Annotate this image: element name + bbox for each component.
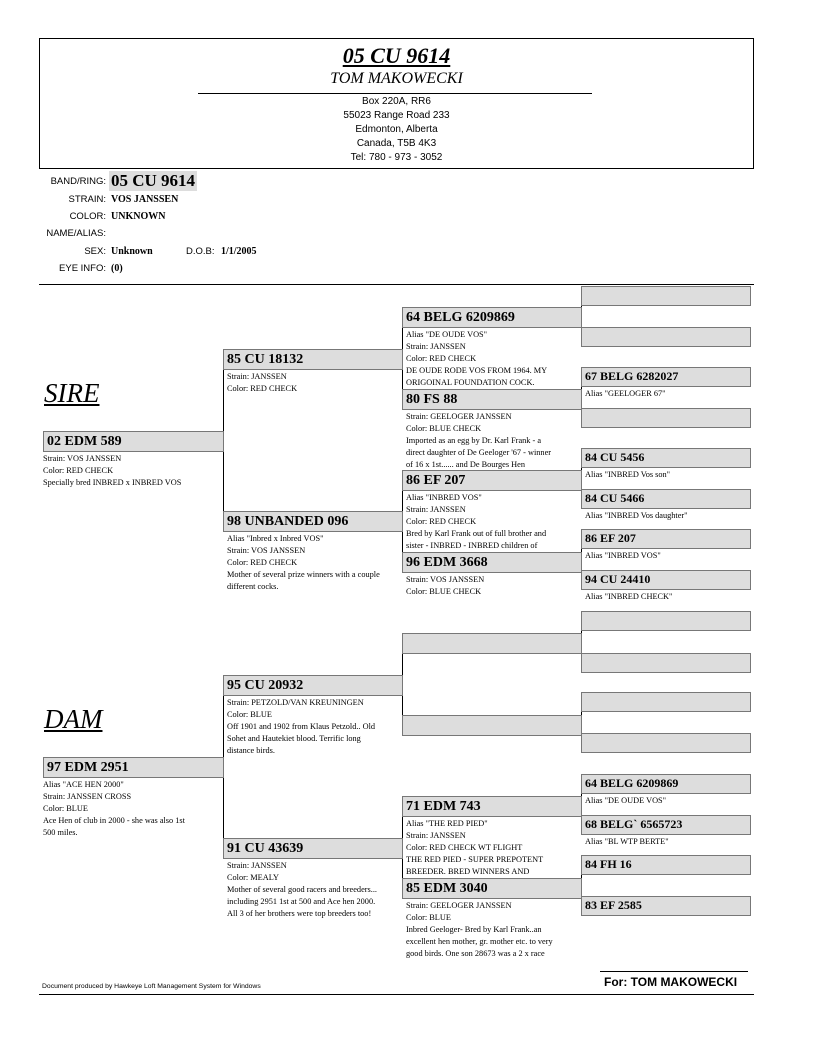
g4-band-empty xyxy=(581,653,751,673)
info-line: Strain: JANSSEN xyxy=(406,505,466,514)
info-line: Alias "INBRED Vos daughter" xyxy=(585,511,688,520)
dam-info xyxy=(43,779,224,839)
address-line: Edmonton, Alberta xyxy=(355,124,438,135)
info-line: Strain: VOS JANSSEN xyxy=(227,546,306,555)
ssd-sire-info xyxy=(585,388,751,400)
dds-sire-band: 64 BELG 6209869 xyxy=(581,774,751,794)
info-line: Off 1901 and 1902 from Klaus Petzold.. Old xyxy=(227,722,376,731)
info-line: Imported as an egg by Dr. Karl Frank - a xyxy=(406,436,542,445)
eye-info-value: (0) xyxy=(111,263,123,274)
address-line: Canada, T5B 4K3 xyxy=(356,138,437,149)
dam-sire-info xyxy=(227,697,403,757)
info-line: Strain: JANSSEN xyxy=(406,342,466,351)
info-line: Specially bred INBRED x INBRED VOS xyxy=(43,478,182,487)
info-line: good birds. One son 28673 was a 2 x race xyxy=(406,949,545,958)
dam-dam-band: 91 CU 43639 xyxy=(223,838,403,859)
info-line: Strain: JANSSEN CROSS xyxy=(43,792,132,801)
info-line: sister - INBRED - INBRED children of xyxy=(406,541,538,550)
sds-dam-band: 84 CU 5466 xyxy=(581,489,751,509)
address-line: Box 220A, RR6 xyxy=(362,96,431,107)
info-line: Alias "DE OUDE VOS" xyxy=(406,330,488,339)
info-line: including 2951 1st at 500 and Ace hen 2000. xyxy=(227,897,376,906)
sdd-dam-info xyxy=(585,591,751,603)
dam-dam-info xyxy=(227,860,403,920)
info-line: excellent hen mother, gr. mother etc. to very xyxy=(406,937,553,946)
info-line: Mother of several prize winners with a couple xyxy=(227,570,380,579)
band-value: 05 CU 9614 xyxy=(111,171,196,190)
address-line: 55023 Range Road 233 xyxy=(343,110,450,121)
info-line: Strain: GEELOGER JANSSEN xyxy=(406,901,512,910)
g4-band-empty xyxy=(581,692,751,712)
sdd-band: 96 EDM 3668 xyxy=(402,552,582,573)
info-line: Strain: JANSSEN xyxy=(227,861,287,870)
info-line: BREEDER. BRED WINNERS AND xyxy=(406,867,530,876)
dds-dam-band: 68 BELG` 6565723 xyxy=(581,815,751,835)
info-line: Strain: VOS JANSSEN xyxy=(43,454,122,463)
ddd-dam-band: 83 EF 2585 xyxy=(581,896,751,916)
sire-dam-info xyxy=(227,533,403,593)
dob-label: D.O.B: xyxy=(186,246,215,257)
sire-sire-info xyxy=(227,371,403,395)
ssd-info xyxy=(406,411,582,471)
info-line: Ace Hen of club in 2000 - she was also 1st xyxy=(43,816,185,825)
info-line: DE OUDE RODE VOS FROM 1964. MY xyxy=(406,366,548,375)
dam-heading: DAM xyxy=(44,704,103,734)
dam-sire-band: 95 CU 20932 xyxy=(223,675,403,696)
info-line: ORIGOINAL FOUNDATION COCK. xyxy=(406,378,535,387)
sex-label: SEX: xyxy=(84,246,106,257)
info-line: 500 miles. xyxy=(43,828,78,837)
info-line: Strain: VOS JANSSEN xyxy=(406,575,485,584)
sdd-sire-info xyxy=(585,550,751,562)
section-divider xyxy=(39,284,754,285)
sire-heading: SIRE xyxy=(44,378,100,408)
ssd-band: 80 FS 88 xyxy=(402,389,582,410)
sdd-info xyxy=(406,574,582,598)
g4-band-empty xyxy=(581,733,751,753)
info-line: Color: MEALY xyxy=(227,873,279,882)
info-line: distance birds. xyxy=(227,746,275,755)
sss-band: 64 BELG 6209869 xyxy=(402,307,582,328)
footer-divider xyxy=(39,994,754,995)
g4-band-empty xyxy=(581,286,751,306)
address-line: Tel: 780 - 973 - 3052 xyxy=(350,152,443,163)
sds-sire-info xyxy=(585,469,751,481)
sire-band: 02 EDM 589 xyxy=(43,431,224,452)
info-line: different cocks. xyxy=(227,582,279,591)
signature-line xyxy=(600,971,748,972)
header-owner-name: TOM MAKOWECKI xyxy=(330,70,463,87)
color-value: UNKNOWN xyxy=(111,211,166,222)
header-box xyxy=(39,38,754,169)
dss-band-empty xyxy=(402,633,582,654)
dds-band: 71 EDM 743 xyxy=(402,796,582,817)
ddd-sire-band: 84 FH 16 xyxy=(581,855,751,875)
info-line: Alias "DE OUDE VOS" xyxy=(585,796,667,805)
info-line: All 3 of her brothers were top breeders too! xyxy=(227,909,372,918)
band-label: BAND/RING: xyxy=(50,176,106,187)
info-line: Color: BLUE xyxy=(227,710,272,719)
color-label: COLOR: xyxy=(69,211,106,222)
sex-value: Unknown xyxy=(111,246,153,257)
info-line: Mother of several good racers and breeders... xyxy=(227,885,377,894)
footer-for-owner: For: TOM MAKOWECKI xyxy=(604,975,738,989)
sire-sire-band: 85 CU 18132 xyxy=(223,349,403,370)
eye-info-label: EYE INFO: xyxy=(59,263,106,274)
dds-info xyxy=(406,818,582,878)
info-line: Alias "Inbred x Inbred VOS" xyxy=(227,534,324,543)
info-line: Strain: JANSSEN xyxy=(406,831,466,840)
sire-info xyxy=(43,453,224,489)
footer-produced-by: Document produced by Hawkeye Loft Management System for Windows xyxy=(42,983,261,990)
info-line: Alias "THE RED PIED" xyxy=(406,819,488,828)
sds-info xyxy=(406,492,582,552)
g4-band-empty xyxy=(581,327,751,347)
ddd-info xyxy=(406,900,582,960)
strain-label: STRAIN: xyxy=(68,194,106,205)
ddd-band: 85 EDM 3040 xyxy=(402,878,582,899)
sss-info xyxy=(406,329,582,389)
g4-band-empty xyxy=(581,408,751,428)
info-line: Strain: PETZOLD/VAN KREUNINGEN xyxy=(227,698,364,707)
info-line: Color: RED CHECK xyxy=(406,517,477,526)
header-divider xyxy=(198,93,592,94)
info-line: Strain: GEELOGER JANSSEN xyxy=(406,412,512,421)
info-line: Color: RED CHECK xyxy=(227,558,298,567)
info-line: Sohet and Hautekiet blood. Terrific long xyxy=(227,734,361,743)
info-line: Alias "GEELOGER 67" xyxy=(585,389,666,398)
info-line: Color: RED CHECK WT FLIGHT xyxy=(406,843,523,852)
sdd-dam-band: 94 CU 24410 xyxy=(581,570,751,590)
info-line: Alias "INBRED VOS" xyxy=(585,551,661,560)
dds-dam-info xyxy=(585,836,751,848)
strain-value: VOS JANSSEN xyxy=(111,194,179,205)
info-line: Bred by Karl Frank out of full brother and xyxy=(406,529,547,538)
info-line: Alias "INBRED CHECK" xyxy=(585,592,673,601)
dds-sire-info xyxy=(585,795,751,807)
info-line: Color: RED CHECK xyxy=(43,466,114,475)
info-line: Inbred Geeloger- Bred by Karl Frank..an xyxy=(406,925,542,934)
info-line: direct daughter of De Geeloger '67 - winner xyxy=(406,448,552,457)
info-line: Color: RED CHECK xyxy=(406,354,477,363)
info-line: Alias "BL WTP BERTE" xyxy=(585,837,669,846)
dob-value: 1/1/2005 xyxy=(221,246,257,257)
ssd-sire-band: 67 BELG 6282027 xyxy=(581,367,751,387)
name-alias-label: NAME/ALIAS: xyxy=(46,228,106,239)
info-line: Alias "INBRED VOS" xyxy=(406,493,482,502)
info-line: Color: RED CHECK xyxy=(227,384,298,393)
header-band-number: 05 CU 9614 xyxy=(342,43,451,68)
info-line: Color: BLUE CHECK xyxy=(406,424,482,433)
sdd-sire-band: 86 EF 207 xyxy=(581,529,751,549)
sds-sire-band: 84 CU 5456 xyxy=(581,448,751,468)
sds-band: 86 EF 207 xyxy=(402,470,582,491)
info-line: Color: BLUE xyxy=(406,913,451,922)
info-line: Color: BLUE xyxy=(43,804,88,813)
info-line: Alias "ACE HEN 2000" xyxy=(43,780,124,789)
sds-dam-info xyxy=(585,510,751,522)
info-line: Color: BLUE CHECK xyxy=(406,587,482,596)
info-line: THE RED PIED - SUPER PREPOTENT xyxy=(406,855,544,864)
dsd-band-empty xyxy=(402,715,582,736)
g4-band-empty xyxy=(581,611,751,631)
dam-band: 97 EDM 2951 xyxy=(43,757,224,778)
info-line: Strain: JANSSEN xyxy=(227,372,287,381)
info-line: Alias "INBRED Vos son" xyxy=(585,470,671,479)
sire-dam-band: 98 UNBANDED 096 xyxy=(223,511,403,532)
info-line: of 16 x 1st...... and De Bourges Hen xyxy=(406,460,525,469)
